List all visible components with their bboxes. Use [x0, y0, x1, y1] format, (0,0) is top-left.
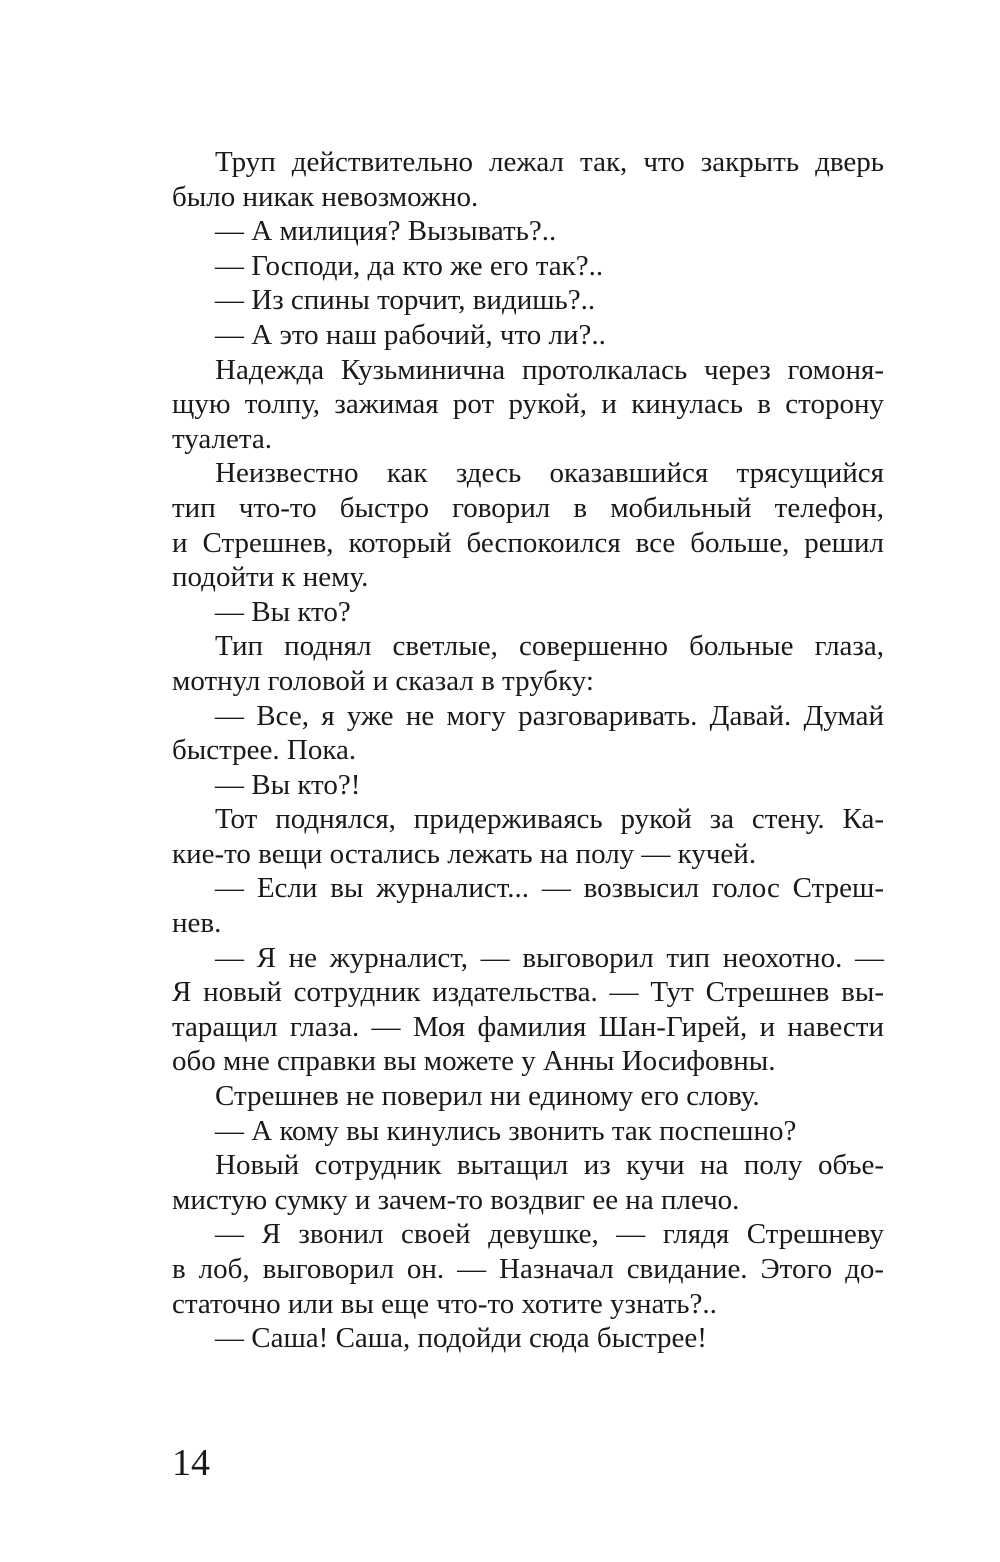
text-line: — Вы кто? — [215, 595, 351, 628]
text-line: туалета. — [172, 422, 273, 455]
text-line: Новый сотрудник вытащил из кучи на полу объе- — [215, 1149, 884, 1182]
text-line: — Вы кто?! — [215, 768, 361, 801]
text-line: — А это наш рабочий, что ли?.. — [215, 318, 606, 351]
text-line: — А милиция? Вызывать?.. — [215, 215, 557, 248]
text-line: — Все, я уже не могу разговаривать. Давай. Думай — [215, 699, 884, 732]
text-line: тип что-то быстро говорил в мобильный телефон, — [172, 491, 884, 524]
text-line: Тип поднял светлые, совершенно больные глаза, — [215, 630, 884, 663]
text-line: Тот поднялся, придерживаясь рукой за стену. Ка- — [215, 803, 884, 836]
body-text — [172, 145, 884, 1356]
text-line: и Стрешнев, который беспокоился все больше, решил — [172, 526, 884, 559]
text-line: Я новый сотрудник издательства. — Тут Стрешнев вы- — [172, 976, 884, 1009]
page-number: 14 — [172, 1442, 210, 1484]
text-line: быстрее. Пока. — [172, 734, 357, 767]
text-line: мистую сумку и зачем-то воздвиг ее на плечо. — [172, 1183, 740, 1216]
text-line: Стрешнев не поверил ни единому его слову. — [215, 1080, 760, 1113]
text-line: было никак невозможно. — [172, 180, 479, 213]
text-line: — Если вы журналист... — возвысил голос Стреш- — [215, 872, 884, 905]
text-line: таращил глаза. — Моя фамилия Шан-Гирей, и навести — [172, 1010, 884, 1043]
text-line: — Господи, да кто же его так?.. — [215, 249, 604, 282]
text-line: — Из спины торчит, видишь?.. — [215, 284, 596, 317]
text-line: нев. — [172, 907, 222, 940]
text-line: Надежда Кузьминична протолкалась через гомоня- — [215, 353, 884, 386]
text-line: подойти к нему. — [172, 561, 369, 594]
text-line: — А кому вы кинулись звонить так поспешно? — [215, 1114, 797, 1147]
text-line: — Я звонил своей девушке, — глядя Стрешневу — [215, 1218, 884, 1251]
text-line: щую толпу, зажимая рот рукой, и кинулась в сторону — [172, 388, 884, 421]
text-line: — Саша! Саша, подойди сюда быстрее! — [215, 1322, 707, 1355]
text-line: кие-то вещи остались лежать на полу — кучей. — [172, 837, 757, 870]
text-line: мотнул головой и сказал в трубку: — [172, 664, 594, 697]
text-line: обо мне справки вы можете у Анны Иосифовны. — [172, 1045, 776, 1078]
text-line: Труп действительно лежал так, что закрыть дверь — [215, 146, 884, 178]
text-line: в лоб, выговорил он. — Назначал свидание. Этого до- — [172, 1253, 884, 1285]
text-line: Неизвестно как здесь оказавшийся трясущийся — [215, 457, 884, 490]
text-line: — Я не журналист, — выговорил тип неохотно. — — [215, 941, 884, 974]
text-line: статочно или вы еще что-то хотите узнать?.. — [172, 1287, 717, 1320]
